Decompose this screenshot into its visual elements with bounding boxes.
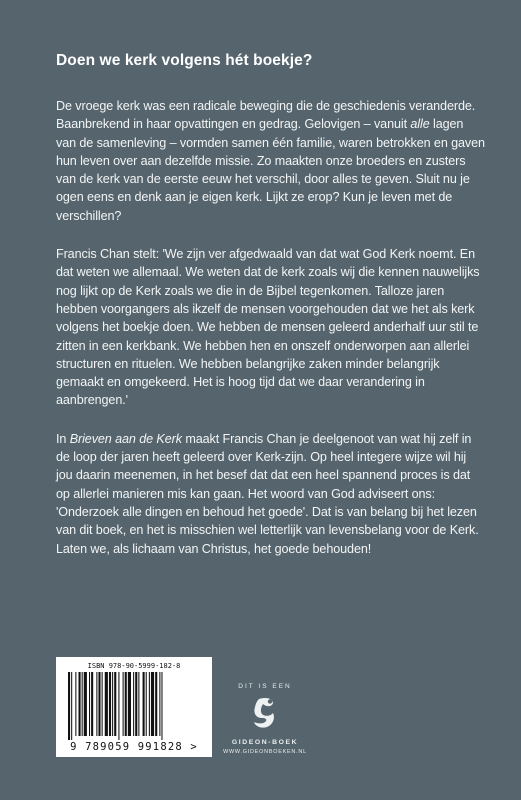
publisher-block: [218, 683, 312, 755]
barcode-bar: [135, 672, 137, 736]
paragraph-quote: Francis Chan stelt: 'We zijn ver afgedwaald van dat wat God Kerk noemt. En dat weten we allemaal. We weten dat de kerk zoals wij die kennen nauwelijks nog lijkt op de Kerk zoals we die in de Bijbel tegenkomen. Talloze jaren hebben voorgangers als ikzelf de mensen voorgehouden dat we het als kerk volgens het boekje doen. We hebben de mensen geleerd anderhalf uur stil te zitten in een kerkbank. We hebben hen en onszelf onderworpen aan allerlei structuren en rituelen. We hebben belangrijke zaken minder belangrijk gemaakt en omgekeerd. Het is hoog tijd dat we daar verandering in aanbrengen.': [56, 247, 480, 408]
barcode-bar: [114, 672, 116, 736]
barcode-bar: [112, 672, 113, 736]
isbn-label: ISBN 978-90-5999-182-8: [87, 662, 181, 670]
barcode-bar: [138, 672, 139, 736]
barcode-bar: [125, 672, 127, 736]
publisher-name: GIDEON-BOEK: [231, 739, 299, 746]
barcode-bar: [105, 672, 108, 736]
paragraph-book-part-b: maakt Francis Chan je deelgenoot van wat hij zelf in de loop der jaren heeft geleerd over Kerk-zijn. Op heel integere wijze wil hij jou daarin meenemen, in het besef dat dat een heel spannend proces is dat op allerlei manieren mis kan gaan. Het woord van God adviseert ons: 'Onderzoek alle dingen en behoud het goede'. Dat is van belang bij het lezen van dit boek, en het is misschien wel letterlijk van levensbelang voor de Kerk. Laten we, als lichaam van Christus, het goede behouden!: [56, 431, 479, 556]
barcode-bar: [84, 672, 87, 736]
publisher-url: WWW.GIDEONBOEKEN.NL: [223, 749, 307, 755]
paragraph-book: [56, 430, 486, 558]
paragraph-intro-part-b: lagen van de samenleving – vormden samen één familie, waren betrokken en gaven hun leven over aan dezelfde missie. Zo maakten onze broeders en zusters van de kerk van de eerste eeuw het verschil, door alles te geven. Sluit nu je ogen eens en denk aan je eigen kerk. Lijkt ze erop? Kun je leven met de verschillen?: [56, 117, 485, 223]
barcode-digits: 9 789059 991828 >: [70, 741, 198, 753]
barcode-bar: [151, 672, 154, 736]
barcode-bar: [91, 672, 93, 736]
barcode-bar: [98, 672, 100, 736]
barcode-bar: [149, 672, 150, 736]
barcode-bar: [118, 672, 119, 740]
barcode-bar: [123, 672, 124, 736]
barcode-bar: [89, 672, 90, 736]
barcode-bar: [133, 672, 134, 736]
barcode-bar: [155, 672, 157, 736]
barcode-bar: [146, 672, 147, 736]
barcode-bar: [102, 672, 103, 736]
book-title: Brieven aan de Kerk: [69, 431, 182, 446]
barcode-bar: [68, 672, 70, 740]
barcode-bar: [79, 672, 81, 736]
barcode-box: [56, 657, 212, 757]
publisher-tagline: DIT IS EEN: [238, 683, 292, 690]
paragraph-book-part-a: In: [56, 431, 70, 446]
paragraph-intro-part-a: De vroege kerk was een radicale beweging die de geschiedenis veranderde. Baanbrekend in haar opvattingen en gedrag. Gelovigen – vanuit: [56, 99, 476, 132]
back-cover-text: [56, 52, 486, 578]
barcode-bar: [161, 672, 162, 740]
heading: Doen we kerk volgens hét boekje?: [56, 52, 313, 69]
paragraph-intro: [56, 97, 486, 225]
barcode-bar: [71, 672, 72, 740]
barcode-bar: [96, 672, 97, 736]
barcode-bar: [143, 672, 145, 736]
barcode-bar: [109, 672, 111, 736]
barcode-bar: [128, 672, 131, 736]
barcode-bars: [68, 672, 200, 740]
barcode-bar: [75, 672, 76, 736]
gideon-g-logo-icon: [250, 695, 280, 729]
barcode-bar: [159, 672, 160, 736]
barcode-bar: [82, 672, 83, 736]
emphasis-alle: alle: [410, 117, 430, 132]
